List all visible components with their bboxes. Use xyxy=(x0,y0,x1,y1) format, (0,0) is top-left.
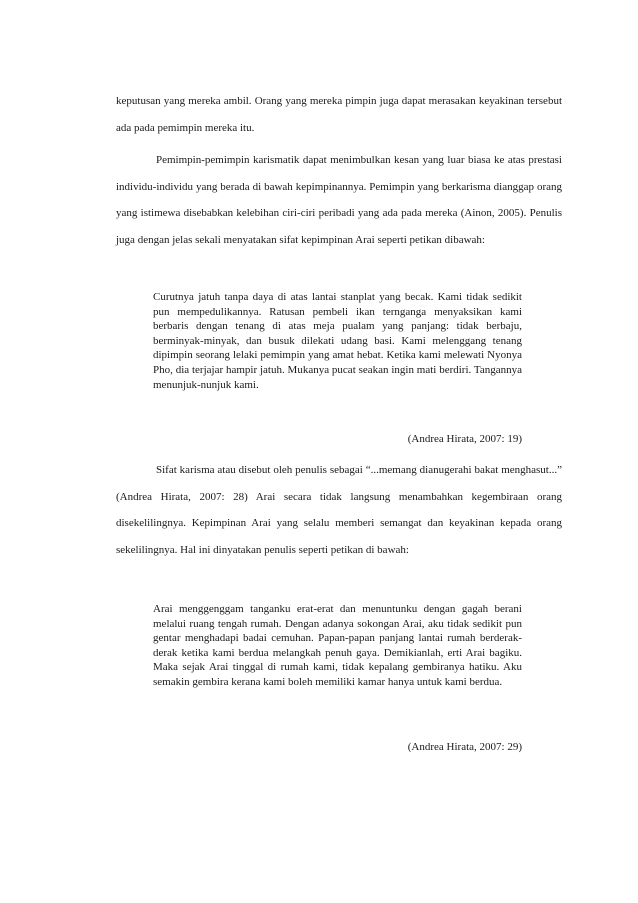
quote-citation-1: (Andrea Hirata, 2007: 19) xyxy=(407,433,522,445)
block-quote-1: Curutnya jatuh tanpa daya di atas lantai stanplat yang becak. Kami tidak sedikit pun mempedulikannya. Ratusan pembeli ikan ternganga menyaksikan kami berbaris dengan tenang di atas meja pualam yang panjang: tidak berbaju, berminyak-minyak, dan busuk dilekati udang basi. Kami melenggang tenang dipimpin seorang lelaki pemimpin yang amat hebat. Ketika kami melewati Nyonya Pho, dia terjajar hampir jatuh. Mukanya pucat seakan ingin mati berdiri. Tangannya menunjuk-nunjuk kami. xyxy=(153,291,522,391)
body-paragraph-3: Sifat karisma atau disebut oleh penulis sebagai “...memang dianugerahi bakat menghasut...” (Andrea Hirata, 2007: 28) Arai secara tidak langsung menambahkan kegembiraan orang disekelilingnya. Kepimpinan Arai yang selalu memberi semangat dan keyakinan kepada orang sekelilingnya. Hal ini dinyatakan penulis seperti petikan di bawah: xyxy=(116,464,562,556)
block-quote-2: Arai menggenggam tanganku erat-erat dan menuntunku dengan gagah berani melalui ruang tengah rumah. Dengan adanya sokongan Arai, aku tidak sedikit pun gentar menghadapi badai cemuhan. Papan-papan panjang lantai rumah berderak-derak ketika kami berdua melangkah penuh gaya. Demikianlah, erti Arai bagiku. Maka sejak Arai tinggal di rumah kami, tidak kepalang gembiranya hatiku. Aku semakin gembira kerana kami boleh memiliki kamar hanya untuk kami berdua. xyxy=(153,603,522,688)
body-paragraph-2: Pemimpin-pemimpin karismatik dapat menimbulkan kesan yang luar biasa ke atas prestasi individu-individu yang berada di bawah kepimpinannya. Pemimpin yang berkarisma dianggap orang yang istimewa disebabkan kelebihan ciri-ciri peribadi yang ada pada mereka (Ainon, 2005). Penulis juga dengan jelas sekali menyatakan sifat kepimpinan Arai seperti petikan dibawah: xyxy=(116,154,562,246)
quote-citation-2: (Andrea Hirata, 2007: 29) xyxy=(407,741,522,753)
body-paragraph-1: keputusan yang mereka ambil. Orang yang mereka pimpin juga dapat merasakan keyakinan tersebut ada pada pemimpin mereka itu. xyxy=(116,95,562,134)
